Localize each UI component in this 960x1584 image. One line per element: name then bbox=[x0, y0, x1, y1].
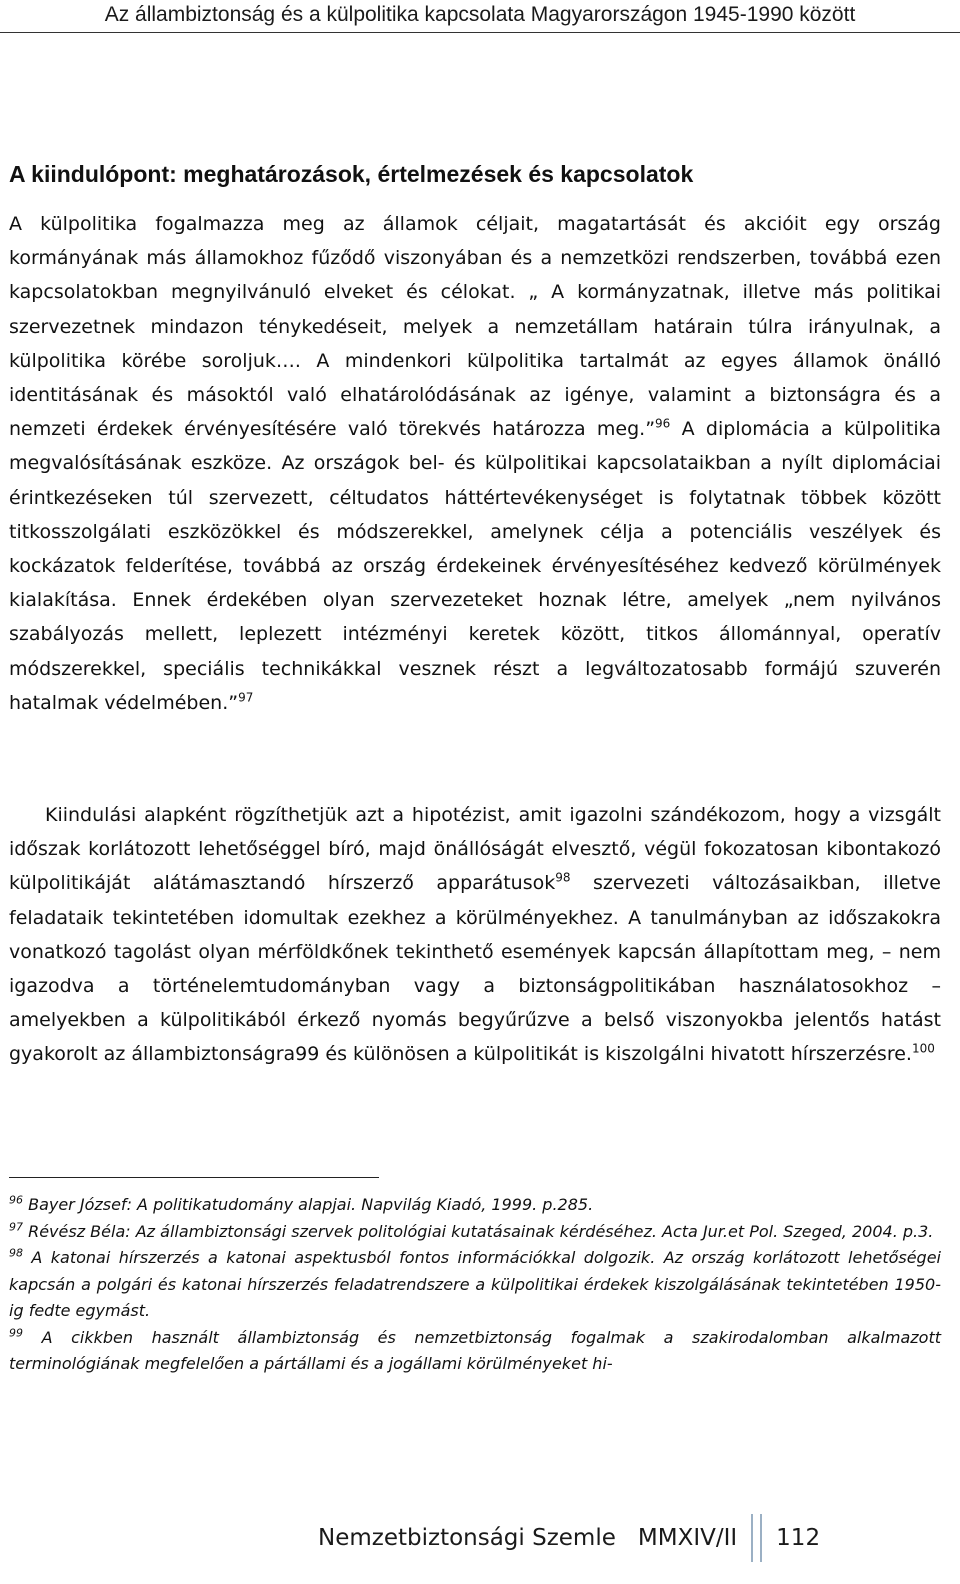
footnote-ref-97[interactable]: 97 bbox=[238, 690, 254, 705]
page-footer bbox=[318, 1512, 820, 1564]
footnote-number: 96 bbox=[9, 1193, 23, 1207]
paragraph-text: szervezeti változásaikban, illetve feladataik tekintetében idomultak ezekhez a körülményekhez. A tanulmányban az időszakokra vonatkozó tagolást olyan mérföldkőnek tekinthető események kapcsán állapítottam meg, – nem igazodva a történelemtudományban vagy a biztonságpolitikában használatosokhoz – amelyekben a külpolitikából érkező nyomás begyűrűzve a belső viszonyokba jelentős hatást gyakorolt az állambiztonságra99 és különösen a külpolitikát is kiszolgálni hivatott hírszerzésre. bbox=[9, 872, 941, 1066]
paragraph-text: A külpolitika fogalmazza meg az államok céljait, magatartását és akcióit egy ország kormányának más államokhoz fűződő viszonyában és a nemzetközi rendszerben, továbbá ezen kapcsolatokban megnyilvánuló elveket és célokat. „ A kormányzatnak, illetve más politikai szervezetnek mindazon ténykedéseit, melyek a nemzetállam határain túlra irányulnak, a külpolitika körébe soroljuk…. A mindenkori külpolitika tartalmát az egyes államok önálló identitásának és másoktól való elhatárolódásának az igénye, valamint a biztonságra és a nemzeti érdekek érvényesítésére való törekvés határozza meg.” bbox=[9, 213, 941, 441]
issue-label: MMXIV/II bbox=[637, 1525, 738, 1551]
footnote-ref-98[interactable]: 98 bbox=[555, 871, 571, 886]
footnotes bbox=[9, 1192, 941, 1378]
footnote-number: 98 bbox=[9, 1246, 23, 1260]
footnote-ref-96[interactable]: 96 bbox=[655, 416, 671, 431]
page-number: 112 bbox=[776, 1525, 821, 1551]
paragraph-text: A diplomácia a külpolitika megvalósításának eszköze. Az országok bel- és külpolitikai kapcsolataikban a nyílt diplomáciai érintkezéseken túl szervezett, céltudatos háttértevékenységet is folytatnak többek között titkosszolgálati eszközökkel és módszerekkel, amelynek célja a potenciális veszélyek és kockázatok felderítése, továbbá az ország érdekeinek érvényesítéséhez kedvező körülmények kialakítása. Ennek érdekében olyan szervezeteket hoznak létre, amelyek „nem nyilvános szabályozás mellett, leplezett intézményi keretek között, titkos állománnyal, operatív módszerekkel, speciális technikákkal vesznek részt a legváltozatosabb formájú szuverén hatalmak védelmében.” bbox=[9, 418, 941, 714]
footnote-text: Bayer József: A politikatudomány alapjai. Napvilág Kiadó, 1999. p.285. bbox=[23, 1195, 594, 1214]
footnote-97 bbox=[9, 1219, 941, 1246]
footnote-number: 97 bbox=[9, 1220, 23, 1234]
footnote-number: 99 bbox=[9, 1326, 23, 1340]
footer-divider bbox=[751, 1514, 762, 1562]
body-paragraph bbox=[9, 798, 941, 1072]
footnote-96 bbox=[9, 1192, 941, 1219]
paragraph-text: Kiindulási alapként rögzíthetjük azt a hipotézist, amit igazolni szándékozom, hogy a vizsgált időszak korlátozott lehetőséggel bíró, majd önállóságát elvesztő, végül fokozatosan kibontakozó külpolitikáját alátámasztandó hírszerző apparátusok bbox=[9, 804, 941, 895]
footnote-text: A cikkben használt állambiztonság és nemzetbiztonság fogalmak a szakirodalomban alkalmazott terminológiának megfelelően a pártállami és a jogállami körülményeket hi- bbox=[9, 1327, 941, 1373]
footnote-99 bbox=[9, 1325, 941, 1378]
journal-name: Nemzetbiztonsági Szemle bbox=[318, 1525, 616, 1551]
footnote-separator bbox=[9, 1177, 379, 1178]
body-paragraph bbox=[9, 207, 941, 720]
footnote-text: A katonai hírszerzés a katonai aspektusból fontos információkkal dolgozik. Az ország korlátozott lehetőségei kapcsán a polgári és katonai hírszerzés feladatrendszere a külpolitikai érdekek kiszolgálásának tekintetében 1950-ig fedte egymást. bbox=[9, 1248, 941, 1320]
footnote-ref-100[interactable]: 100 bbox=[911, 1042, 935, 1057]
footnote-text: Révész Béla: Az állambiztonsági szervek politológiai kutatásainak kérdéséhez. Acta Jur.et Pol. Szeged, 2004. p.3. bbox=[23, 1221, 934, 1241]
running-header: Az állambiztonság és a külpolitika kapcsolata Magyarországon 1945-1990 között bbox=[0, 0, 960, 33]
footnote-98 bbox=[9, 1245, 941, 1325]
section-title: A kiindulópont: meghatározások, értelmezések és kapcsolatok bbox=[9, 161, 694, 187]
